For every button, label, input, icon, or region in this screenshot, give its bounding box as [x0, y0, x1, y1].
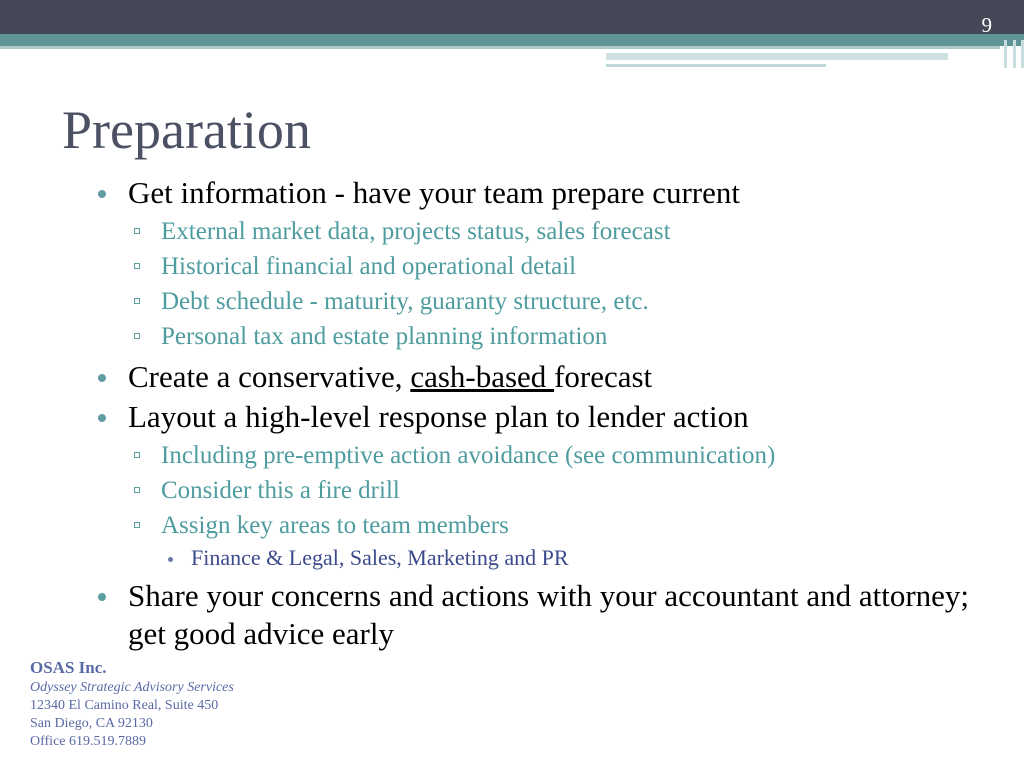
sub-bullet-text: Historical financial and operational detail: [161, 253, 577, 280]
bullet-dot-icon: [98, 414, 106, 422]
header-decor-box: [606, 53, 948, 60]
bullet-list: [98, 174, 978, 655]
address-line-2: San Diego, CA 92130: [30, 716, 153, 731]
sub-bullet-text: Debt schedule - maturity, guaranty structure, etc.: [161, 288, 649, 315]
sub-bullet-text: Consider this a fire drill: [161, 477, 400, 504]
bullet-item: [98, 577, 978, 653]
bullet-dot-icon: [98, 190, 106, 198]
company-name: OSAS Inc.: [30, 658, 107, 677]
bullet-text: Layout a high-level response plan to lender action: [128, 399, 749, 434]
square-bullet-icon: [134, 522, 140, 528]
bullet-text-prefix: Create a conservative,: [128, 359, 411, 394]
bullet-item: [98, 398, 978, 436]
bullet-item: [98, 358, 978, 396]
sub-bullet-item: [98, 473, 978, 508]
sub-bullet-item: [98, 438, 978, 473]
sub-bullet-item: [98, 319, 978, 354]
bullet-dot-icon: [98, 374, 106, 382]
small-dot-bullet-icon: [168, 557, 173, 562]
bullet-text: Share your concerns and actions with your accountant and attorney; get good advice early: [128, 578, 970, 651]
header-accent-stripe: [0, 34, 1024, 46]
sub-bullet-item: [98, 249, 978, 284]
sub-bullet-item: [98, 508, 978, 543]
header-thin-stripe: [0, 46, 1000, 49]
slide-number: 9: [981, 13, 992, 37]
square-bullet-icon: [134, 228, 140, 234]
square-bullet-icon: [134, 263, 140, 269]
bullet-item: [98, 174, 978, 212]
square-bullet-icon: [134, 487, 140, 493]
header-bar: [0, 0, 1024, 34]
office-phone: Office 619.519.7889: [30, 734, 146, 749]
square-bullet-icon: [134, 298, 140, 304]
footer-contact: [30, 657, 234, 751]
sub-bullet-text: Including pre-emptive action avoidance (see communication): [161, 442, 776, 469]
sub-bullet-text: Assign key areas to team members: [161, 512, 509, 539]
sub-bullet-item: [98, 284, 978, 319]
third-level-item: [98, 543, 978, 573]
company-tagline: Odyssey Strategic Advisory Services: [30, 680, 234, 695]
bullet-text: Get information - have your team prepare current: [128, 175, 740, 210]
header-decor-vbar: [1004, 40, 1007, 68]
sub-bullet-text: External market data, projects status, sales forecast: [161, 218, 671, 245]
sub-bullet-text: Personal tax and estate planning information: [161, 323, 608, 350]
square-bullet-icon: [134, 452, 140, 458]
bullet-text-underlined: cash-based: [410, 359, 555, 394]
square-bullet-icon: [134, 333, 140, 339]
header-decor-vbar: [1013, 40, 1016, 68]
bullet-text-suffix: forecast: [554, 359, 653, 394]
address-line-1: 12340 El Camino Real, Suite 450: [30, 698, 219, 713]
header-decor-line: [606, 64, 826, 67]
bullet-dot-icon: [98, 593, 106, 601]
sub-bullet-item: [98, 214, 978, 249]
slide-title: Preparation: [62, 100, 311, 160]
third-level-text: Finance & Legal, Sales, Marketing and PR: [191, 545, 569, 570]
